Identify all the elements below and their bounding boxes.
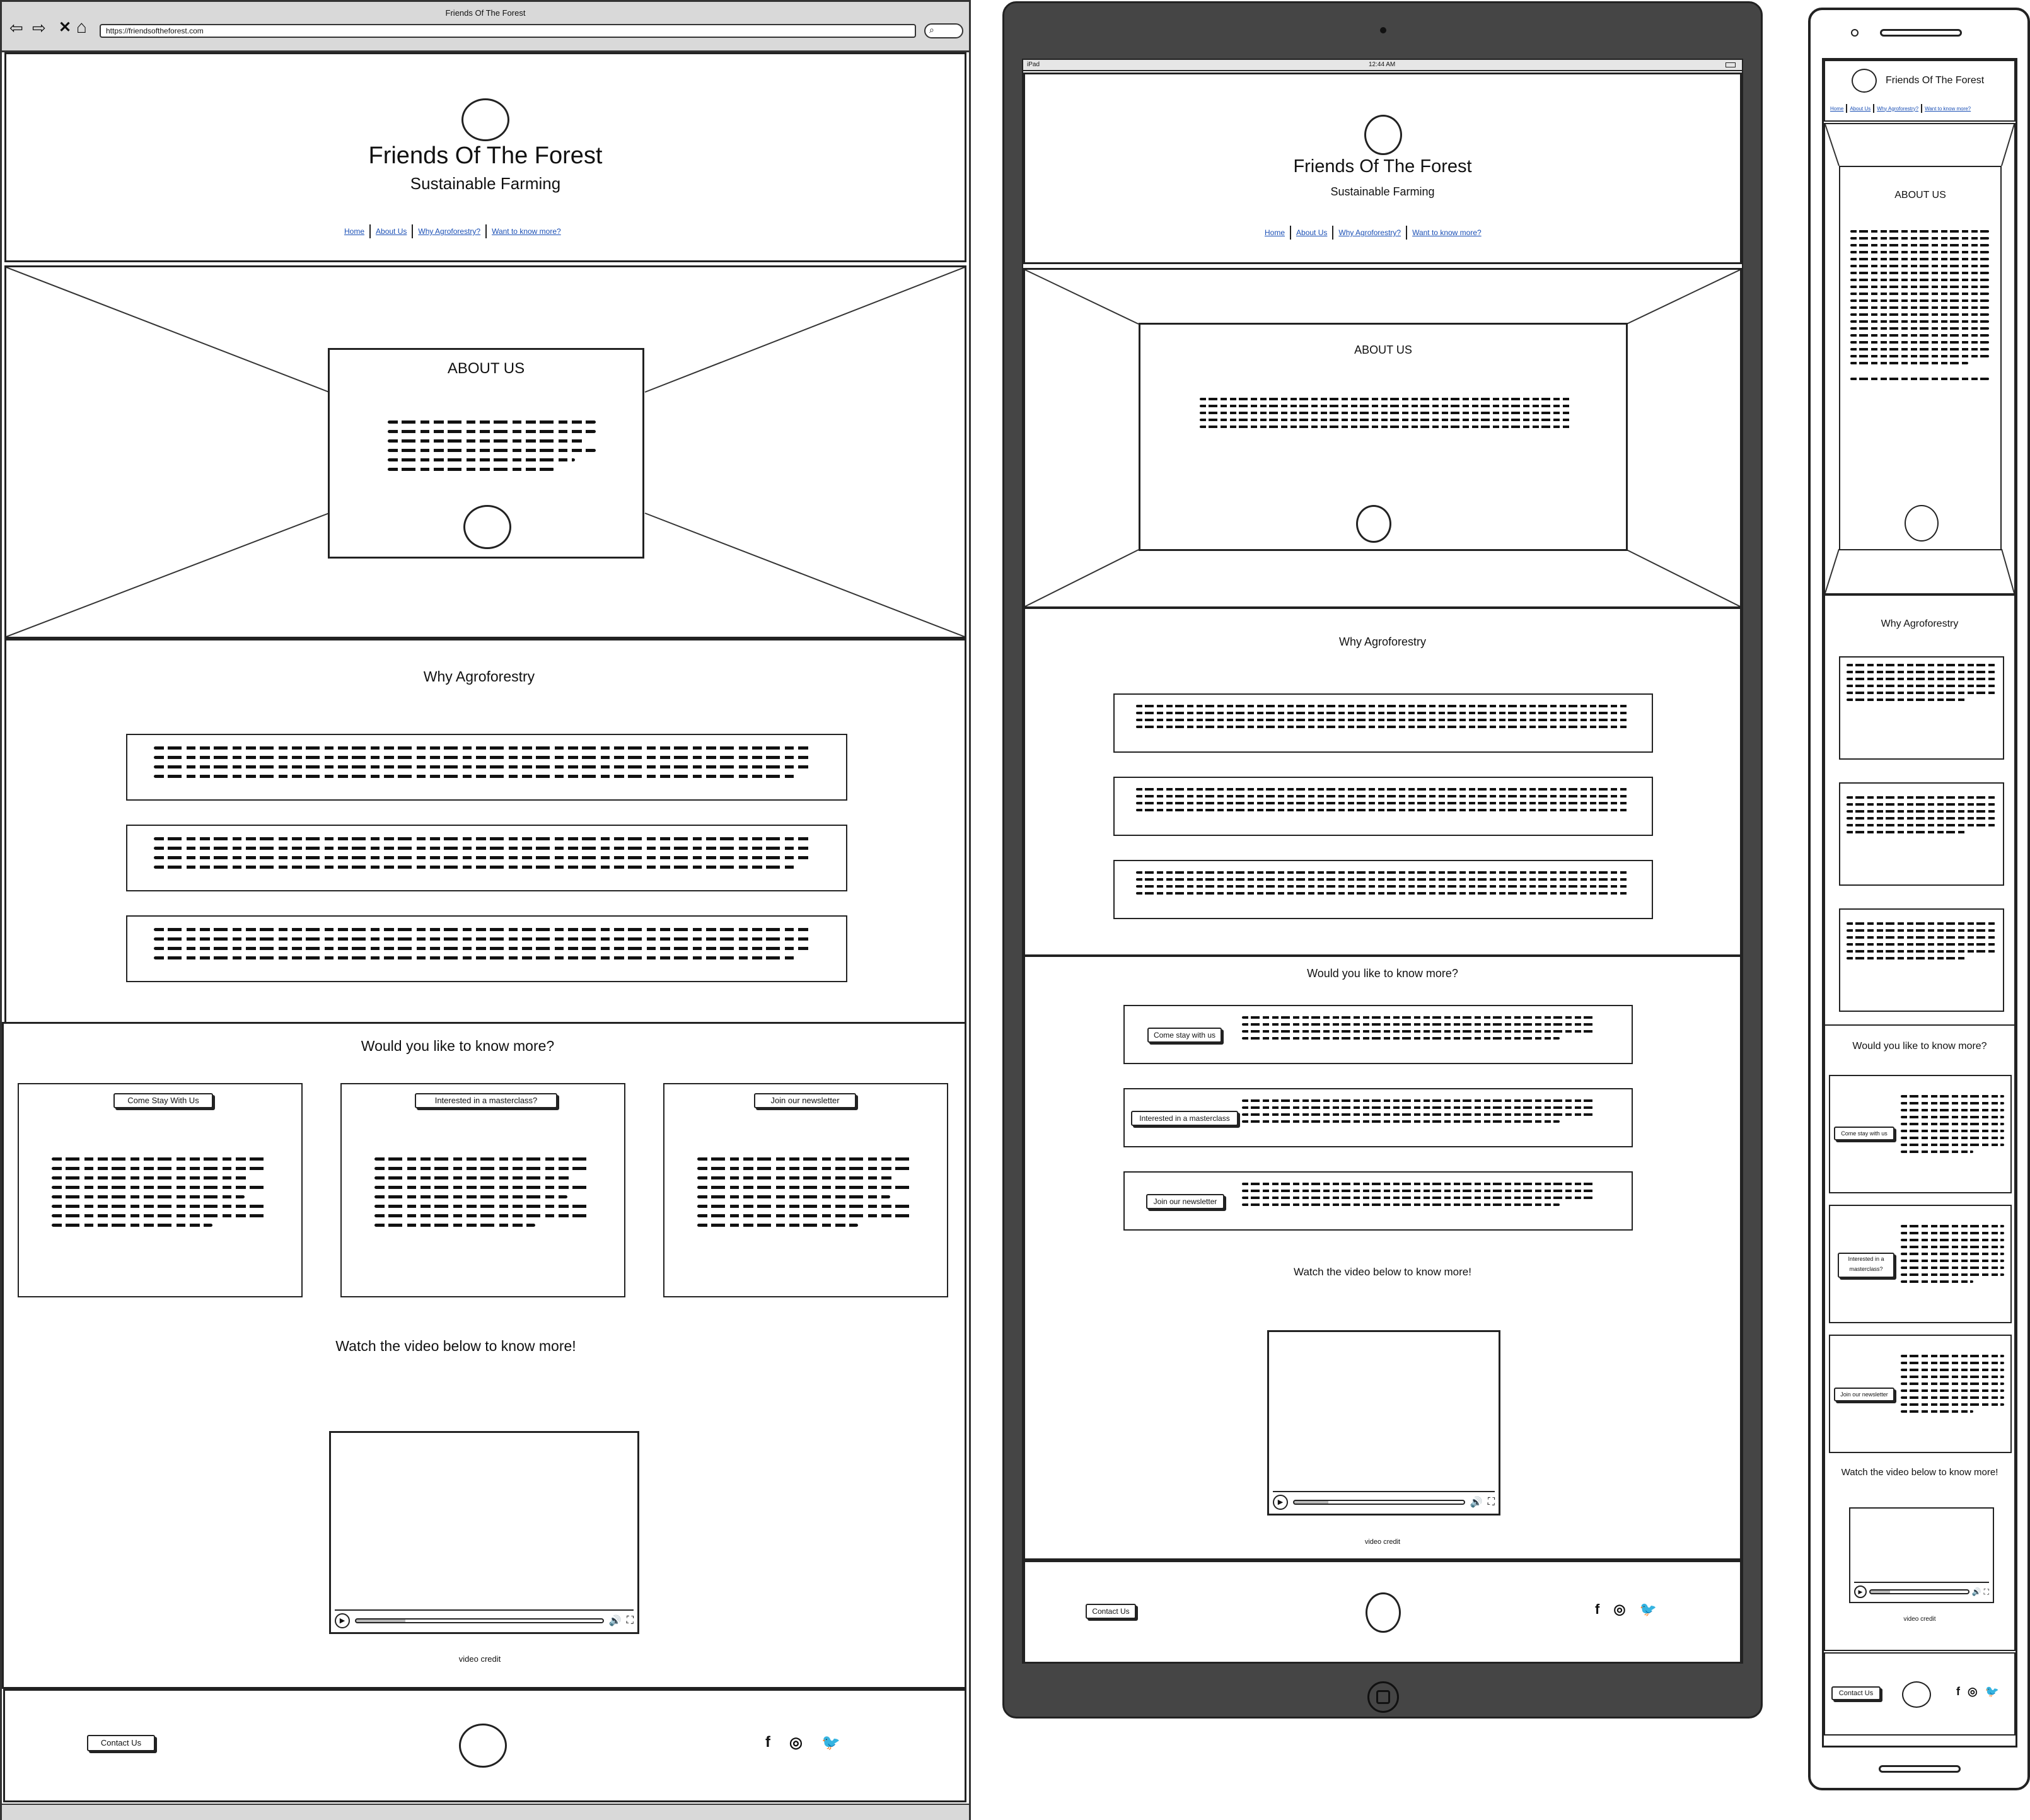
masterclass-button[interactable]: Interested in a masterclass? [415, 1093, 557, 1108]
video-credit: video credit [1364, 1538, 1401, 1546]
masterclass-button[interactable]: Interested in a masterclass [1131, 1111, 1238, 1126]
about-us-heading: ABOUT US [1354, 344, 1412, 356]
card-placeholder-text [1901, 1355, 2004, 1417]
volume-icon[interactable]: 🔊 [1971, 1587, 1981, 1596]
nav-want-to-know-more[interactable]: Want to know more? [492, 227, 561, 236]
tablet-status-time: 12:44 AM [1369, 61, 1396, 68]
about-us-card [1839, 166, 2002, 550]
video-controls [1273, 1491, 1495, 1510]
nav-divider [1406, 226, 1407, 240]
browser-title-bar [2, 2, 969, 52]
logo-placeholder [461, 98, 509, 141]
about-image-placeholder [1905, 505, 1939, 542]
fullscreen-icon[interactable]: ⛶ [1487, 1497, 1495, 1507]
come-stay-with-us-button[interactable]: Come stay with us [1834, 1127, 1894, 1140]
option-card-stay [1829, 1075, 2012, 1193]
about-us-placeholder-text [1850, 230, 1989, 385]
nav-home[interactable]: Home [1830, 105, 1844, 112]
why-agroforestry-card [1113, 860, 1653, 919]
desktop-header [4, 52, 966, 262]
tablet-status-device: iPad [1027, 61, 1040, 68]
contact-us-button[interactable]: Contact Us [87, 1735, 155, 1751]
video-progress-track[interactable] [355, 1618, 604, 1623]
about-image-placeholder [463, 505, 511, 549]
card-placeholder-text [1901, 1225, 2004, 1287]
video-credit: video credit [1903, 1616, 1936, 1623]
nav-want-to-know-more[interactable]: Want to know more? [1412, 228, 1482, 237]
desktop-browser-frame [0, 0, 971, 1820]
why-agroforestry-card [1839, 908, 2004, 1012]
card-placeholder-text [1242, 1183, 1595, 1210]
browser-status-bar [2, 1804, 969, 1820]
play-icon[interactable]: ▶ [335, 1613, 350, 1628]
masterclass-button[interactable]: Interested in a masterclass? [1838, 1253, 1894, 1278]
option-card-masterclass [340, 1083, 625, 1297]
video-progress-track[interactable] [1293, 1500, 1465, 1505]
social-links [765, 1734, 840, 1752]
nav-want-to-know-more[interactable]: Want to know more? [1925, 105, 1971, 112]
instagram-icon[interactable]: ◎ [789, 1734, 803, 1751]
nav-about-us[interactable]: About Us [376, 227, 407, 236]
why-agroforestry-card [1839, 782, 2004, 886]
mobile-device-frame [1808, 8, 2030, 1790]
play-icon[interactable]: ▶ [1854, 1585, 1867, 1598]
tablet-status-bar [1023, 60, 1742, 71]
option-row-stay [1123, 1005, 1633, 1064]
nav-about-us[interactable]: About Us [1850, 105, 1871, 112]
know-more-section [1824, 1024, 2016, 1651]
card-placeholder-text [1242, 1099, 1595, 1127]
browser-window-title: Friends Of The Forest [445, 8, 526, 18]
why-agroforestry-section [4, 639, 966, 1024]
come-stay-with-us-button[interactable]: Come Stay With Us [113, 1093, 213, 1108]
logo-placeholder [1364, 115, 1402, 155]
search-button[interactable] [924, 23, 963, 38]
option-card-newsletter [1829, 1335, 2012, 1453]
tablet-screen [1022, 59, 1743, 1664]
nav-divider [412, 224, 413, 238]
why-agroforestry-card [1839, 656, 2004, 760]
nav-divider [485, 224, 487, 238]
site-title: Friends Of The Forest [1886, 75, 1985, 86]
know-more-heading: Would you like to know more? [1852, 1041, 1987, 1052]
phone-speaker [1880, 29, 1962, 37]
about-us-heading: ABOUT US [1894, 190, 1946, 200]
fullscreen-icon[interactable]: ⛶ [1983, 1587, 1989, 1596]
video-progress-track[interactable] [1869, 1589, 1969, 1594]
volume-icon[interactable]: 🔊 [608, 1616, 622, 1626]
video-heading: Watch the video below to know more! [1841, 1467, 1998, 1478]
option-card-newsletter [663, 1083, 948, 1297]
close-icon[interactable]: ✕ [59, 19, 72, 36]
know-more-section [1023, 955, 1742, 1560]
about-image-placeholder [1356, 505, 1391, 543]
phone-bottom-bar [1879, 1765, 1961, 1773]
footer-logo-placeholder [1902, 1681, 1931, 1708]
twitter-icon[interactable]: 🐦 [1985, 1685, 2000, 1698]
why-agroforestry-card [126, 825, 847, 891]
twitter-icon[interactable]: 🐦 [821, 1734, 840, 1751]
tablet-home-button[interactable] [1367, 1681, 1399, 1713]
card-placeholder-text [154, 928, 809, 966]
site-title: Friends Of The Forest [368, 142, 603, 169]
search-icon: ⌕ [929, 25, 934, 35]
play-icon[interactable]: ▶ [1273, 1495, 1288, 1510]
social-links [1595, 1601, 1657, 1618]
about-us-placeholder-text [1200, 398, 1572, 432]
nav-why-agroforestry[interactable]: Why Agroforestry? [1338, 228, 1401, 237]
video-credit: video credit [458, 1654, 501, 1664]
about-us-heading: ABOUT US [447, 360, 525, 377]
card-placeholder-text [1847, 796, 1995, 838]
about-us-card [1139, 323, 1628, 551]
option-card-stay [18, 1083, 303, 1297]
about-us-card [328, 348, 644, 559]
tablet-camera [1380, 27, 1386, 33]
twitter-icon[interactable]: 🐦 [1639, 1601, 1657, 1617]
mobile-screen [1822, 58, 2017, 1748]
facebook-icon[interactable]: f [765, 1734, 770, 1751]
why-agroforestry-section [1824, 594, 2016, 1026]
desktop-footer [3, 1689, 966, 1802]
about-us-placeholder-text [388, 420, 596, 477]
fullscreen-icon[interactable]: ⛶ [626, 1615, 634, 1626]
tablet-header [1023, 72, 1742, 264]
why-agroforestry-card [1113, 693, 1653, 753]
video-player[interactable] [1849, 1507, 1994, 1603]
card-placeholder-text [154, 837, 809, 875]
contact-us-button[interactable]: Contact Us [1831, 1686, 1881, 1700]
card-placeholder-text [52, 1157, 266, 1233]
contact-us-button[interactable]: Contact Us [1086, 1604, 1136, 1619]
card-placeholder-text [154, 746, 809, 784]
join-newsletter-button[interactable]: Join our newsletter [1146, 1194, 1224, 1209]
logo-placeholder [1852, 69, 1877, 93]
why-agroforestry-heading: Why Agroforestry [1881, 618, 1959, 629]
know-more-section [2, 1022, 966, 1689]
know-more-heading: Would you like to know more? [361, 1038, 555, 1054]
join-newsletter-button[interactable]: Join our newsletter [1834, 1388, 1894, 1401]
mobile-header [1824, 60, 2016, 122]
nav-why-agroforestry[interactable]: Why Agroforestry? [1877, 105, 1919, 112]
nav-divider [1846, 104, 1847, 113]
site-subtitle: Sustainable Farming [1330, 185, 1435, 198]
nav-divider [1332, 226, 1333, 240]
option-row-masterclass [1123, 1088, 1633, 1147]
video-heading: Watch the video below to know more! [1294, 1266, 1471, 1278]
option-row-newsletter [1123, 1171, 1633, 1231]
forward-icon[interactable]: ⇨ [32, 18, 46, 37]
nav-divider [1290, 226, 1291, 240]
card-placeholder-text [1136, 871, 1628, 899]
home-icon[interactable]: ⌂ [76, 17, 87, 37]
instagram-icon[interactable]: ◎ [1613, 1601, 1626, 1617]
card-placeholder-text [1901, 1095, 2004, 1157]
card-placeholder-text [1136, 705, 1628, 733]
about-hero-image-placeholder [4, 265, 966, 639]
social-links [1956, 1685, 1999, 1698]
address-bar[interactable] [100, 24, 916, 38]
come-stay-with-us-button[interactable]: Come stay with us [1147, 1028, 1222, 1043]
video-heading: Watch the video below to know more! [335, 1338, 576, 1354]
mobile-footer [1824, 1652, 2016, 1736]
phone-camera [1851, 29, 1859, 37]
nav-about-us[interactable]: About Us [1296, 228, 1328, 237]
video-controls [1854, 1582, 1989, 1598]
nav-divider [1921, 104, 1922, 113]
nav-why-agroforestry[interactable]: Why Agroforestry? [418, 227, 481, 236]
main-nav [1265, 226, 1482, 240]
video-controls [335, 1609, 634, 1628]
nav-home[interactable]: Home [1265, 228, 1285, 237]
nav-divider [369, 224, 371, 238]
about-hero-image-placeholder [1023, 268, 1742, 608]
card-placeholder-text [374, 1157, 589, 1233]
facebook-icon[interactable]: f [1956, 1685, 1960, 1698]
card-placeholder-text [1847, 664, 1995, 705]
video-player[interactable] [329, 1431, 639, 1634]
main-nav [344, 224, 561, 238]
option-card-masterclass [1829, 1205, 2012, 1323]
footer-logo-placeholder [1366, 1592, 1401, 1633]
know-more-heading: Would you like to know more? [1307, 967, 1458, 980]
battery-icon [1726, 62, 1736, 67]
tablet-footer [1023, 1560, 1742, 1664]
why-agroforestry-card [1113, 777, 1653, 836]
card-placeholder-text [1242, 1016, 1595, 1044]
card-placeholder-text [1136, 788, 1628, 816]
tablet-device-frame [1002, 1, 1763, 1719]
why-agroforestry-card [126, 915, 847, 982]
footer-logo-placeholder [459, 1724, 507, 1768]
card-placeholder-text [697, 1157, 912, 1233]
site-subtitle: Sustainable Farming [410, 174, 561, 193]
card-placeholder-text [1847, 922, 1995, 964]
site-title: Friends Of The Forest [1293, 156, 1472, 177]
main-nav [1830, 104, 1971, 113]
why-agroforestry-section [1023, 607, 1742, 956]
about-hero-image-placeholder [1824, 123, 2016, 594]
facebook-icon[interactable]: f [1595, 1601, 1600, 1617]
why-agroforestry-heading: Why Agroforestry [423, 668, 535, 685]
why-agroforestry-heading: Why Agroforestry [1338, 635, 1427, 648]
video-player[interactable] [1267, 1330, 1500, 1516]
join-newsletter-button[interactable]: Join our newsletter [754, 1093, 856, 1108]
address-bar-url: https://friendsoftheforest.com [106, 26, 204, 35]
why-agroforestry-card [126, 734, 847, 801]
instagram-icon[interactable]: ◎ [1968, 1685, 1978, 1698]
volume-icon[interactable]: 🔊 [1470, 1497, 1483, 1508]
nav-divider [1873, 104, 1874, 113]
nav-home[interactable]: Home [344, 227, 365, 236]
back-icon[interactable]: ⇦ [9, 18, 23, 37]
